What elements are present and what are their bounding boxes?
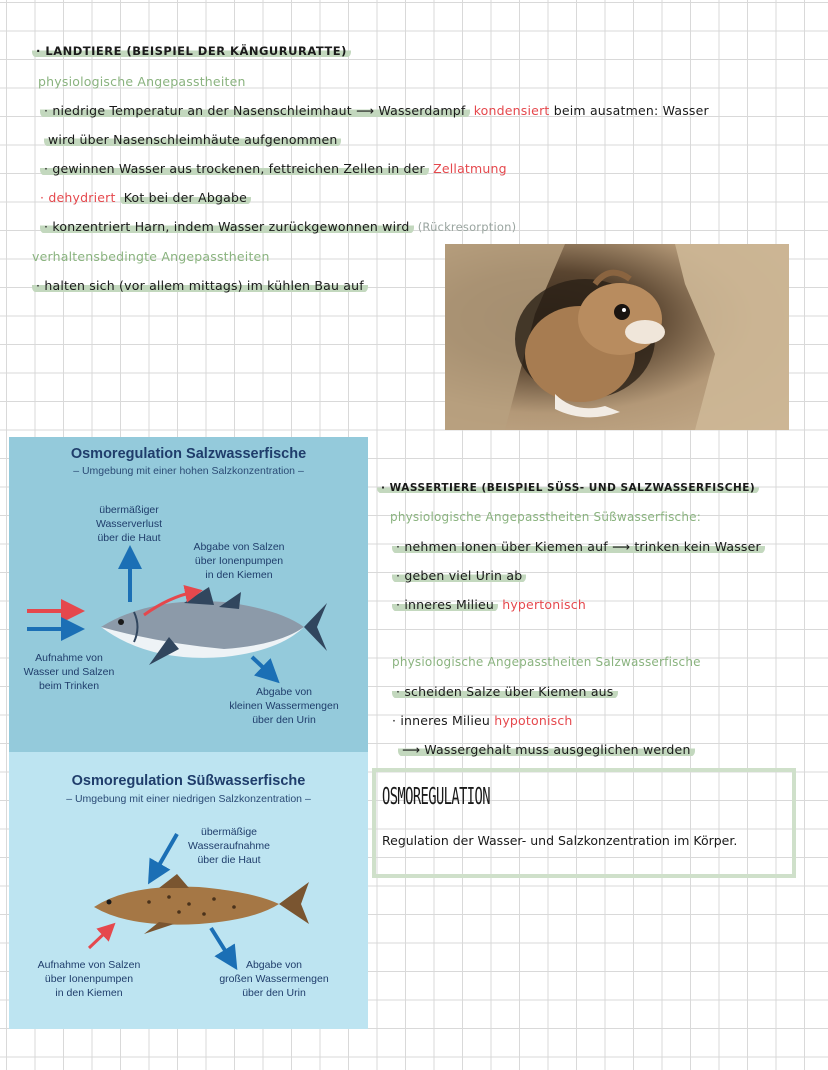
water-fresh-point-3: · inneres Milieu hypertonisch [392, 597, 586, 612]
land-point-2: · gewinnen Wasser aus trockenen, fettreichen Zellen in der Zellatmung [40, 161, 507, 176]
land-point-4: · konzentriert Harn, indem Wasser zurückgewonnen wird (Rückresorption) [40, 219, 516, 234]
freshwater-label-water-intake: übermäßige Wasseraufnahme über die Haut [188, 826, 270, 866]
freshwater-label-urine: Abgabe von großen Wassermengen über den Urin [219, 959, 329, 999]
tuna-fish-icon [101, 587, 327, 665]
water-fresh-point-1: · nehmen Ionen über Kiemen auf ⟶ trinken kein Wasser [392, 539, 765, 554]
water-heading: · WASSERTIERE (BEISPIEL SÜSS- UND SALZWASSERFISCHE) [377, 482, 759, 494]
arrow-urine-icon [252, 657, 271, 675]
kangaroo-rat-illustration [445, 244, 789, 430]
land-beh-point-1: · halten sich (vor allem mittags) im kühlen Bau auf [32, 278, 368, 293]
saltwater-label-water-loss: übermäßiger Wasserverlust über die Haut [95, 504, 163, 544]
land-point-1: · niedrige Temperatur an der Nasenschleimhaut ⟶ Wasserdampf kondensiert beim ausatmen: Wasser [40, 103, 709, 118]
water-salt-point-1: · scheiden Salze über Kiemen aus [392, 684, 618, 699]
land-point-3: · dehydriert Kot bei der Abgabe [40, 190, 251, 205]
land-beh-heading: verhaltensbedingte Angepasstheiten [32, 249, 270, 264]
freshwater-fish-diagram [9, 752, 368, 1029]
freshwater-panel [9, 752, 368, 1029]
saltwater-panel [9, 437, 368, 752]
land-point-1-cont: wird über Nasenschleimhäute aufgenommen [44, 132, 341, 147]
water-salt-point-3: ⟶ Wassergehalt muss ausgeglichen werden [398, 742, 695, 757]
saltwater-label-intake: Aufnahme von Wasser und Salzen beim Trinken [23, 652, 115, 692]
arrow-salt-intake-icon [89, 929, 109, 948]
saltwater-panel-subtitle: – Umgebung mit einer hohen Salzkonzentration – [73, 465, 304, 477]
osmoregulation-title: OSMOREGULATION [382, 784, 490, 810]
water-salt-heading: physiologische Angepasstheiten Salzwasserfische [392, 655, 701, 669]
trout-fish-icon [94, 874, 309, 934]
saltwater-fish-diagram [9, 437, 368, 752]
water-salt-point-2: · inneres Milieu hypotonisch [392, 713, 573, 728]
saltwater-panel-title: Osmoregulation Salzwasserfische [70, 446, 307, 462]
kangaroo-rat-photo [445, 244, 789, 430]
land-phys-heading: physiologische Angepasstheiten [38, 74, 246, 89]
water-fresh-heading: physiologische Angepasstheiten Süßwasserfische: [390, 510, 701, 524]
water-fresh-point-2: · geben viel Urin ab [392, 568, 526, 583]
arrow-water-intake-icon [154, 834, 177, 874]
saltwater-label-urine: Abgabe von kleinen Wassermengen über den Urin [229, 686, 339, 726]
osmoregulation-definition-box [372, 768, 796, 878]
land-heading: · LANDTIERE (BEISPIEL DER KÄNGURURATTE) [32, 44, 351, 58]
freshwater-panel-title: Osmoregulation Süßwasserfische [71, 773, 306, 789]
arrow-urine-icon [211, 928, 231, 960]
freshwater-label-salt-intake: Aufnahme von Salzen über Ionenpumpen in den Kiemen [37, 959, 141, 999]
saltwater-label-salt-pumps: Abgabe von Salzen über Ionenpumpen in den Kiemen [193, 541, 285, 581]
freshwater-panel-subtitle: – Umgebung mit einer niedrigen Salzkonzentration – [66, 793, 311, 805]
osmoregulation-definition: Regulation der Wasser- und Salzkonzentration im Körper. [382, 833, 738, 848]
